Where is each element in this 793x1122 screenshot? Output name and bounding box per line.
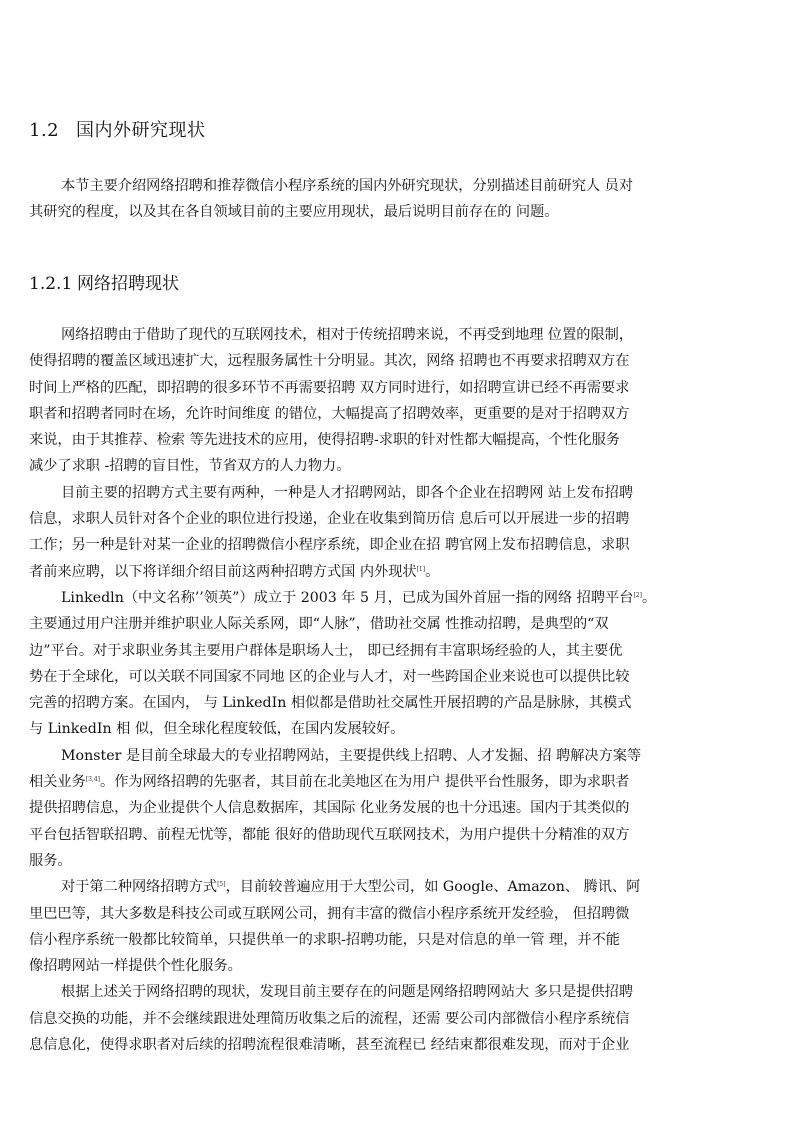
citation-ref: [1] (416, 565, 426, 573)
text-line: 使得招聘的覆盖区域迅速扩大，远程服务属性十分明显。其次，网络 招聘也不再要求招聘双方在 (29, 353, 630, 370)
text-line: 目前主要的招聘方式主要有两种，一种是人才招聘网站，即各个企业在招聘网 站上发布招聘 (61, 484, 634, 501)
citation-ref: [3,4] (85, 776, 100, 784)
text-line: 服务。 (29, 852, 72, 869)
text-line (29, 769, 711, 795)
text-line (29, 874, 711, 900)
text-run: 。作为网络招聘的先驱者，其目前在北美地区在为用户 提供平台性服务，即为求职者 (100, 774, 630, 791)
body-text (29, 322, 711, 1058)
text-line: 信息，求职人员针对各个企业的职位进行投递，企业在收集到简历信 息后可以开展进一步的招聘 (29, 511, 630, 528)
text-run: 对于第二种网络招聘方式 (61, 879, 218, 896)
text-line: 势在于全球化，可以关联不同国家不同地 区的企业与人才，对一些跨国企业来说也可以提供比较 (29, 668, 630, 685)
section-title: 国内外研究现状 (76, 120, 206, 141)
text-line: Monster 是目前全球最大的专业招聘网站，主要提供线上招聘、人才发掘、招 聘解决方案等 (61, 747, 642, 764)
text-line: 网络招聘由于借助了现代的互联网技术，相对于传统招聘来说，不再受到地理 位置的限制， (61, 327, 634, 343)
text-run: 。 (425, 563, 440, 580)
text-line: 主要通过用户注册并维护职业人际关系网，即“人脉”，借助社交属 性推动招聘，是典型的“双 (29, 616, 609, 633)
section-heading (29, 116, 206, 142)
section-number: 1.2 (29, 120, 60, 141)
text-line: 本节主要介绍网络招聘和推荐微信小程序系统的国内外研究现状，分别描述目前研究人 员对 (61, 178, 634, 194)
citation-ref: [5] (217, 881, 226, 889)
text-line: 提供招聘信息，为企业提供个人信息数据库，其国际 化业务发展的也十分迅速。国内于其类似的 (29, 800, 630, 817)
text-line (29, 559, 711, 585)
text-line: 像招聘网站一样提供个性化服务。 (29, 958, 242, 975)
text-run: Linkedln（中文名称’’领英”）成立于 2003 年 5 月，已成为国外首屈一指的网络 招聘平台 (61, 589, 634, 606)
citation-ref: [2] (633, 591, 642, 599)
text-line: 来说，由于其推荐、检索 等先进技术的应用，使得招聘-求职的针对性都大幅提高，个性化服务 (29, 432, 620, 449)
text-line (29, 585, 711, 611)
text-line: 息信息化，使得求职者对后续的招聘流程很难清晰，甚至流程已 经结束都很难发现，而对于企业 (29, 1037, 630, 1054)
text-line: 根据上述关于网络招聘的现状，发现目前主要存在的问题是网络招聘网站大 多只是提供招聘 (61, 984, 634, 1001)
text-run: 相关业务 (29, 774, 86, 791)
text-line: 完善的招聘方案。在国内， 与 LinkedIn 相似都是借助社交属性开展招聘的产品是脉脉，其模式 (29, 695, 632, 712)
text-line: 职者和招聘者同时在场，允许时间维度 的错位，大幅提高了招聘效率，更重要的是对于招聘双方 (29, 405, 630, 422)
text-run: 。 (641, 589, 657, 606)
subsection-title: 网络招聘现状 (77, 274, 179, 294)
text-line: 时间上严格的匹配，即招聘的很多环节不再需要招聘 双方同时进行，如招聘宣讲已经不再需要求 (29, 379, 630, 396)
text-line: 平台包括智联招聘、前程无忧等，都能 很好的借助现代互联网技术，为用户提供十分精准的双方 (29, 826, 630, 843)
subsection-number: 1.2.1 (29, 274, 73, 294)
text-line: 信小程序系统一般都比较简单，只提供单一的求职-招聘功能，只是对信息的单一管 理，并不能 (29, 931, 620, 948)
text-line: 里巴巴等，其大多数是科技公司或互联网公司，拥有丰富的微信小程序系统开发经验， 但招聘微 (29, 905, 630, 922)
text-line: 与 LinkedIn 相 似，但全球化程度较低，在国内发展较好。 (29, 721, 405, 738)
text-line: 工作；另一种是针对某一企业的招聘微信小程序系统，即企业在招 聘官网上发布招聘信息，求职 (29, 537, 630, 554)
text-run: ，目前较普遍应用于大型公司，如 Google、Amazon、 腾讯、阿 (225, 879, 641, 896)
text-line: 减少了求职 -招聘的盲目性，节省双方的人力物力。 (29, 458, 351, 475)
text-run: 者前来应聘，以下将详细介绍目前这两种招聘方式国 内外现状 (29, 563, 417, 580)
text-line: 其研究的程度，以及其在各自领域目前的主要应用现状，最后说明目前存在的 问题。 (29, 204, 559, 221)
text-line: 边”平台。对于求职业务其主要用户群体是职场人士， 即已经拥有丰富职场经验的人，其主要优 (29, 642, 623, 659)
intro-paragraph (29, 173, 711, 226)
text-line: 信息交换的功能，并不会继续跟进处理简历收集之后的流程，还需 要公司内部微信小程序系统信 (29, 1010, 630, 1027)
subsection-heading (29, 269, 179, 294)
